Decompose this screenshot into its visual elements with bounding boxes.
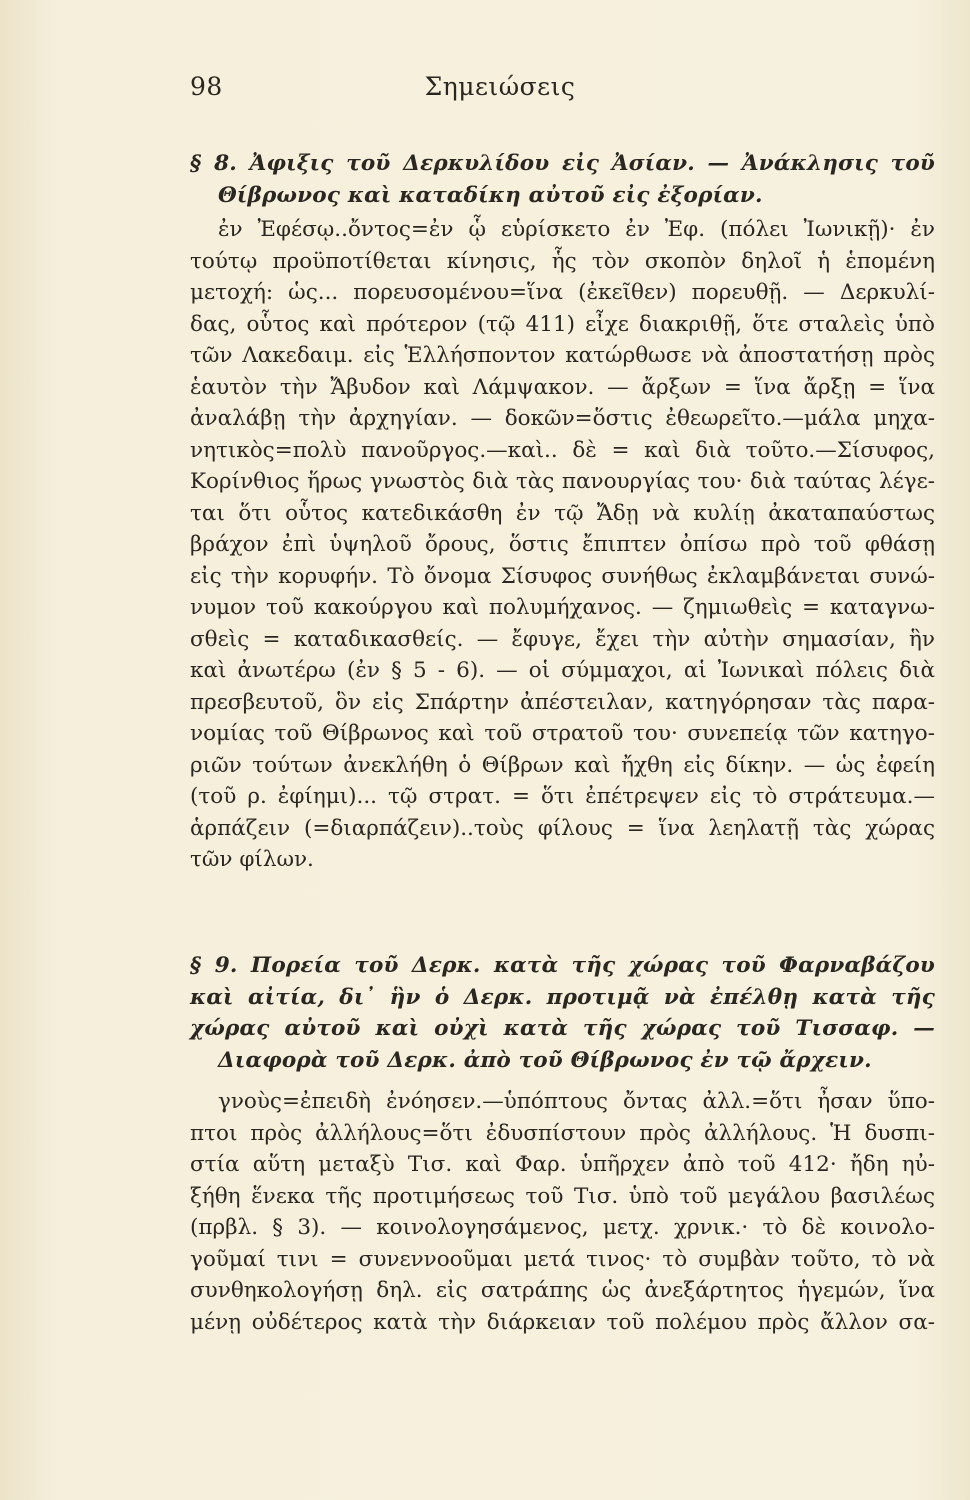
text-line: γνοὺς=ἐπειδὴ ἐνόησεν.—ὑπόπτους ὄντας ἀλλ.=ὅτι ἦσαν ὕπο-: [218, 1089, 935, 1114]
text-line: ἁρπάζειν (=διαρπάζειν)..τοὺς φίλους = ἵνα λεηλατῇ τὰς χώρας: [190, 815, 935, 841]
text-line: εἰς τὴν κορυφήν. Τὸ ὄνομα Σίσυφος συνήθως ἐκλαμβάνεται συνώ-: [190, 563, 935, 589]
text-line: μετοχή: ὡς... πορευσομένου=ἵνα (ἐκεῖθεν) πορευθῇ. — Δερκυλί-: [190, 280, 935, 305]
running-title: Σημειώσεις: [424, 72, 576, 101]
text-line: (τοῦ ρ. ἐφίημι)... τῷ στρατ. = ὅτι ἐπέτρεψεν εἰς τὸ στράτευμα.—: [190, 784, 935, 809]
heading-line: Θίβρωνος καὶ καταδίκη αὐτοῦ εἰς ἐξορίαν.: [218, 182, 763, 208]
text-line: ἐν Ἐφέσῳ..ὄντος=ἐν ᾧ εὑρίσκετο ἐν Ἐφ. (πόλει Ἰωνικῇ)· ἐν: [218, 217, 935, 242]
text-line: (πρβλ. § 3). — κοινολογησάμενος, μετχ. χρνικ.· τὸ δὲ κοινολο-: [190, 1215, 935, 1240]
section-8-body: [190, 214, 935, 876]
text-line: ἑαυτὸν τὴν Ἄβυδον καὶ Λάμψακον. — ἄρξων = ἵνα ἄρξῃ = ἵνα: [190, 374, 935, 400]
text-line: ξήθη ἕνεκα τῆς προτιμήσεως τοῦ Τισ. ὑπὸ τοῦ μεγάλου βασιλέως: [190, 1183, 935, 1209]
text-line: στία αὕτη μεταξὺ Τισ. καὶ Φαρ. ὑπῆρχεν ἀπὸ τοῦ 412· ἤδη ηὐ-: [190, 1152, 935, 1177]
text-line: ται ὅτι οὗτος κατεδικάσθη ἐν τῷ Ἄδῃ νὰ κυλίῃ ἀκαταπαύστως: [190, 500, 935, 526]
text-line: Κορίνθιος ἥρως γνωστὸς διὰ τὰς πανουργίας του· διὰ ταύτας λέγε-: [190, 469, 935, 494]
text-line: καὶ ἀνωτέρω (ἐν § 5 - 6). — οἱ σύμμαχοι, αἱ Ἰωνικαὶ πόλεις διὰ: [190, 658, 935, 683]
text-line: πτοι πρὸς ἀλλήλους=ὅτι ἐδυσπίστουν πρὸς ἀλλήλους. Ἡ δυσπι-: [190, 1120, 935, 1146]
text-line: νυμον τοῦ κακούργου καὶ πολυμήχανος. — ζημιωθεὶς = καταγνω-: [190, 595, 935, 620]
text-line: ριῶν τούτων ἀνεκλήθη ὁ Θίβρων καὶ ἤχθη εἰς δίκην. — ὡς ἐφείη: [190, 752, 935, 778]
page-number: 98: [190, 72, 223, 101]
heading-line: § 8. Ἀφιξις τοῦ Δερκυλίδου εἰς Ἀσίαν. — Ἀνάκλησις τοῦ: [190, 151, 935, 176]
heading-line: § 9. Πορεία τοῦ Δερκ. κατὰ τῆς χώρας τοῦ Φαρναβάζου: [190, 953, 935, 978]
text-line: συνθηκολογήσῃ δηλ. εἰς σατράπης ὡς ἀνεξάρτητος ἡγεμών, ἵνα: [190, 1278, 935, 1303]
heading-line: Διαφορὰ τοῦ Δερκ. ἀπὸ τοῦ Θίβρωνος ἐν τῷ ἄρχειν.: [218, 1047, 872, 1073]
text-line: ἀναλάβῃ τὴν ἀρχηγίαν. — δοκῶν=ὅστις ἐθεωρεῖτο.—μάλα μηχα-: [190, 406, 935, 431]
text-line: δας, οὗτος καὶ πρότερον (τῷ 411) εἶχε διακριθῇ, ὅτε σταλεὶς ὑπὸ: [190, 311, 935, 337]
section-8-heading: [190, 148, 935, 211]
section-9-body: [190, 1086, 935, 1338]
text-line: νομίας τοῦ Θίβρωνος καὶ τοῦ στρατοῦ του· συνεπείᾳ τῶν κατηγο-: [190, 721, 935, 746]
text-line: πρεσβευτοῦ, ὃν εἰς Σπάρτην ἀπέστειλαν, κατηγόρησαν τὰς παρα-: [190, 689, 935, 715]
text-line: σθεὶς = καταδικασθείς. — ἔφυγε, ἔχει τὴν αὐτὴν σημασίαν, ἣν: [190, 626, 935, 652]
text-line: γοῦμαί τινι = συνεννοοῦμαι μετά τινος· τὸ συμβὰν τοῦτο, τὸ νὰ: [190, 1246, 935, 1272]
text-line: τῶν φίλων.: [190, 847, 314, 872]
heading-line: χώρας αὐτοῦ καὶ οὐχὶ κατὰ τῆς χώρας τοῦ Τισσαφ. —: [190, 1016, 935, 1041]
page-header: [190, 72, 810, 112]
text-line: τούτῳ προϋποτίθεται κίνησις, ἧς τὸν σκοπὸν δηλοῖ ἡ ἑπομένη: [190, 248, 935, 274]
section-9-heading: [190, 950, 935, 1076]
text-line: μένῃ οὐδέτερος κατὰ τὴν διάρκειαν τοῦ πολέμου πρὸς ἄλλον σα-: [190, 1309, 935, 1335]
text-line: βράχον ἐπὶ ὑψηλοῦ ὄρους, ὅστις ἔπιπτεν ὀπίσω πρὸ τοῦ φθάσῃ: [190, 532, 935, 557]
text-line: νητικὸς=πολὺ πανοῦργος.—καὶ.. δὲ = καὶ διὰ τοῦτο.—Σίσυφος,: [190, 437, 935, 463]
heading-line: καὶ αἰτία, δι᾿ ἣν ὁ Δερκ. προτιμᾷ νὰ ἐπέλθῃ κατὰ τῆς: [190, 984, 935, 1010]
text-line: τῶν Λακεδαιμ. εἰς Ἑλλήσποντον κατώρθωσε νὰ ἀποστατήσῃ πρὸς: [190, 343, 935, 368]
